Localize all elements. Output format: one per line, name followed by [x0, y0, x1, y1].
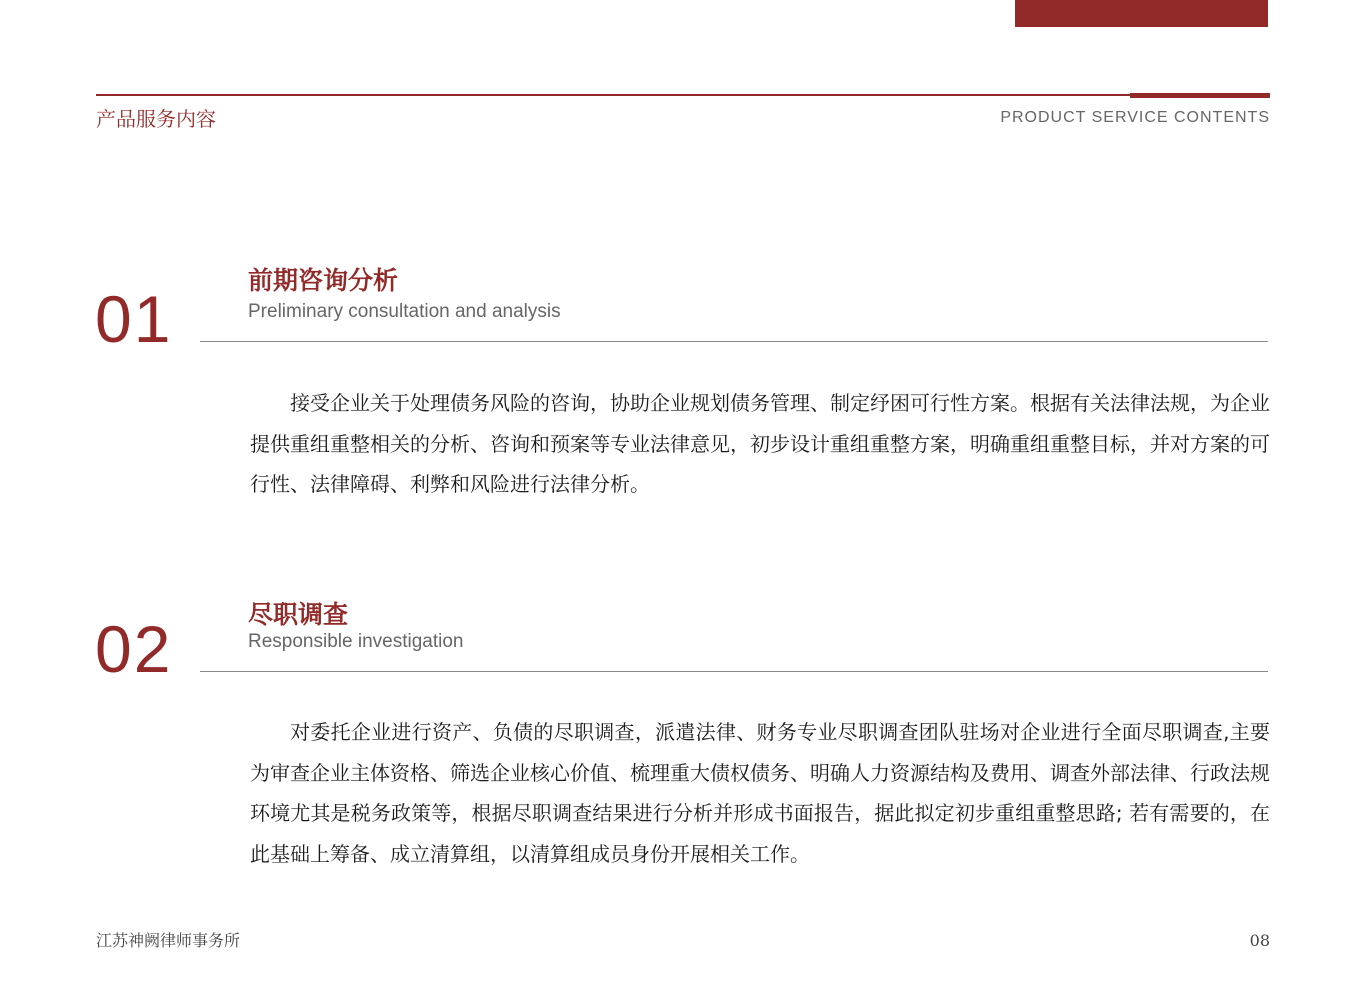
section-title-en: Responsible investigation: [248, 631, 464, 652]
section-body: 对委托企业进行资产、负债的尽职调查，派遣法律、财务专业尽职调查团队驻场对企业进行全面尽职调查,主要为审查企业主体资格、筛选企业核心价值、梳理重大债权债务、明确人力资源结构及费用、调查外部法律、行政法规环境尤其是税务政策等，根据尽职调查结果进行分析并形成书面报告，据此拟定初步重组重整思路; 若有需要的，在此基础上筹备、成立清算组，以清算组成员身份开展相关工作。: [250, 720, 1270, 866]
section-divider: [200, 671, 1268, 672]
footer-firm-name: 江苏神阙律师事务所: [96, 931, 241, 950]
page-title-en: PRODUCT SERVICE CONTENTS: [1000, 109, 1270, 126]
section-number: 01: [95, 282, 173, 356]
header-divider: [96, 94, 1270, 96]
section-body: 接受企业关于处理债务风险的咨询，协助企业规划债务管理、制定纾困可行性方案。根据有关法律法规，为企业提供重组重整相关的分析、咨询和预案等专业法律意见，初步设计重组重整方案，明确重组重整目标，并对方案的可行性、法律障碍、利弊和风险进行法律分析。: [250, 391, 1270, 496]
section-divider: [200, 341, 1268, 342]
page-title-cn: 产品服务内容: [96, 107, 216, 131]
header-divider-accent: [1130, 93, 1270, 98]
section-title-en: Preliminary consultation and analysis: [248, 301, 561, 322]
section-title-cn: 尽职调查: [248, 600, 349, 629]
top-accent-tab: [1015, 0, 1268, 27]
footer-page-number: 08: [1249, 931, 1270, 950]
section-title-cn: 前期咨询分析: [248, 266, 399, 295]
section-number: 02: [95, 612, 173, 686]
